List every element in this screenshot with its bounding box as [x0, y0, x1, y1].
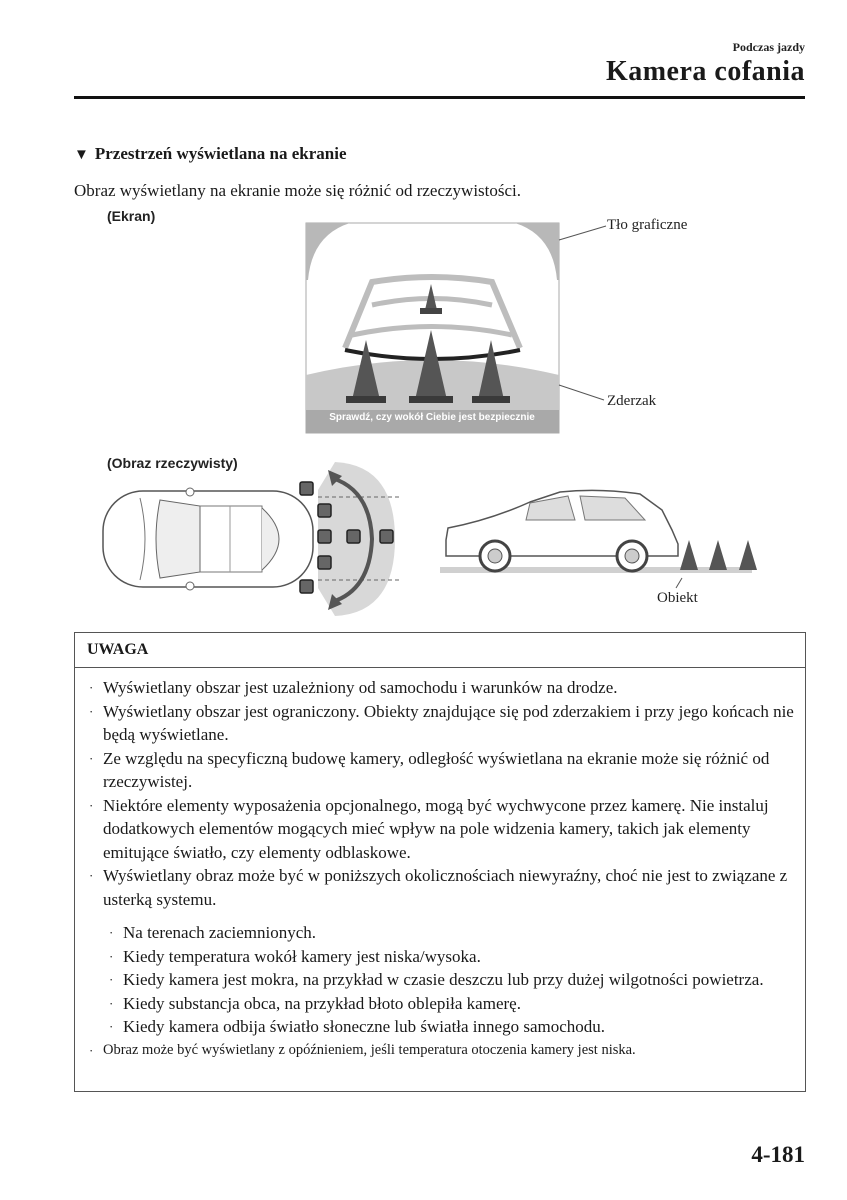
callout-line-background: [559, 226, 606, 240]
note-item: · Wyświetlany obszar jest uzależniony od samochodu i warunków na drodze.: [89, 678, 618, 697]
screen-caption: Sprawdź, czy wokół Ciebie jest bezpiecznie: [329, 412, 535, 423]
note-subitem: · Kiedy substancja obca, na przykład błoto oblepiła kamerę.: [109, 993, 521, 1013]
page-number: 4-181: [751, 1142, 805, 1167]
intro-text: Obraz wyświetlany na ekranie może się różnić od rzeczywistości.: [74, 181, 522, 200]
note-subitem: · Na terenach zaciemnionych.: [109, 923, 317, 942]
note-item: · Ze względu na specyficzną budowę kamery, odległość wyświetlana na ekranie może się różnić od rzeczywistej.: [89, 748, 770, 791]
real-view-label: (Obraz rzeczywisty): [107, 455, 238, 471]
note-item: · Wyświetlany obraz może być w poniższych okolicznościach niewyraźny, choć nie jest to związane z usterką systemu.: [89, 866, 788, 909]
note-subitem: · Kiedy kamera jest mokra, na przykład w czasie deszczu lub przy dużej wilgotności powietrza.: [109, 970, 764, 989]
side-cones: [680, 540, 757, 570]
section-heading-text: Przestrzeń wyświetlana na ekranie: [94, 144, 347, 163]
page-title: Kamera cofania: [605, 56, 805, 87]
note-item: · Wyświetlany obszar jest ograniczony. Obiekty znajdujące się pod zderzakiem i przy jego końcach nie będą wyświetlane.: [89, 701, 794, 744]
note-subitem: · Kiedy temperatura wokół kamery jest niska/wysoka.: [109, 946, 481, 966]
callout-background: Tło graficzne: [607, 217, 688, 233]
note-item-last: · Obraz może być wyświetlany z opóźnieniem, jeśli temperatura otoczenia kamery jest niska.: [89, 1041, 636, 1058]
note-box: [74, 632, 806, 1092]
triangle-down-icon: ▼: [74, 147, 89, 163]
screen-label: (Ekran): [107, 208, 156, 224]
car-top-view: [103, 488, 313, 590]
callout-line-bumper: [559, 385, 604, 400]
note-subitem: · Kiedy kamera odbija światło słoneczne lub światła innego samochodu.: [109, 1017, 606, 1036]
note-body: [75, 668, 805, 1062]
camera-screen: [306, 223, 559, 433]
note-title: UWAGA: [75, 633, 805, 668]
car-side-view: [446, 490, 678, 571]
callout-object: Obiekt: [657, 590, 698, 606]
header-section: Podczas jazdy: [732, 40, 805, 54]
callout-bumper: Zderzak: [607, 393, 657, 409]
callout-line-object: [676, 578, 682, 588]
note-item: · Niektóre elementy wyposażenia opcjonalnego, mogą być wychwycone przez kamerę. Nie instaluj dodatkowych elementów mogących mieć wpływ na pole widzenia kamery, takich jak elementy emitujące światło, czy elementy odblaskowe.: [89, 795, 769, 862]
